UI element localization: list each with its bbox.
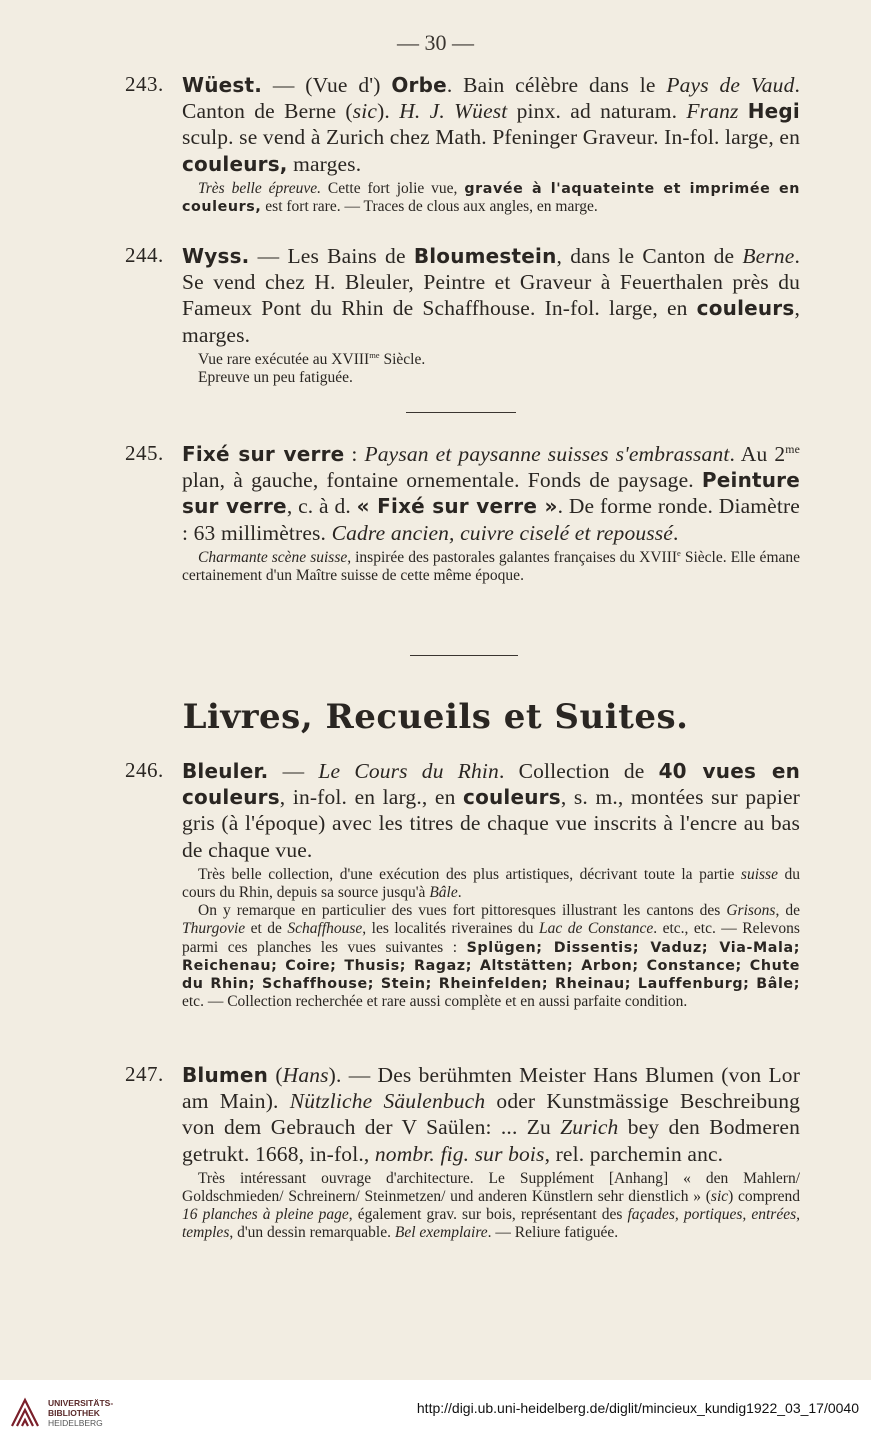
entry-artist: Wüest.	[182, 73, 263, 97]
entry-artist: Blumen	[182, 1063, 269, 1087]
catalog-entry-243	[125, 72, 800, 216]
catalog-entry-245	[125, 441, 800, 585]
catalog-entry-246	[125, 758, 800, 1011]
catalog-entry-247	[125, 1062, 800, 1243]
separator-rule	[410, 655, 518, 656]
entry-artist: Fixé sur verre	[182, 442, 345, 466]
library-name: UNIVERSITÄTS- BIBLIOTHEK HEIDELBERG	[48, 1398, 114, 1428]
entry-artist: Bleuler.	[182, 759, 269, 783]
entry-description: Fixé sur verre : Paysan et paysanne suisses s'embrassant. Au $2^{me}$ plan, à gauche, fontaine ornementale. Fonds de paysage. Peinture sur verre, c. à d. « Fixé sur verre ». De forme ronde. Diamètre : 63 millimètres. Cadre ancien, cuivre ciselé et repoussé.	[182, 441, 800, 545]
entry-description: Bleuler. — Le Cours du Rhin. Collection de 40 vues en couleurs, in-fol. en larg., en couleurs, s. m., montées sur papier gris (à l'époque) avec les titres de chaque vue inscrits à l'encre au bas de chaque vue.	[182, 759, 800, 862]
entry-note: Très belle épreuve. Cette fort jolie vue, gravée à l'aquateinte et imprimée en couleurs, est fort rare. — Traces de clous aux angles, en marge.	[182, 179, 800, 216]
page-number: — 30 —	[397, 30, 474, 55]
entry-note: Très belle collection, d'une exécution des plus artistiques, décrivant toute la partie suisse du cours du Rhin, depuis sa source jusqu'à Bâle. On y remarque en particulier des vues fort pittoresques illustrant les cantons des Grisons, de Thurgovie et de Schaffhouse, les localités riveraines du Lac de Constance. etc., etc. — Relevons parmi ces planches les vues suivantes : Splügen; Dissentis; Vaduz; Via-Mala; Reichenau; Coire; Thusis; Ragaz; Altstätten; Arbon; Constance; Chute du Rhin; Schaffhouse; Stein; Rheinfelden; Rheinau; Lauffenburg; Bâle; etc. — Collection recherchée et rare aussi complète et en aussi parfaite condition.	[182, 865, 801, 1011]
entry-number: 243.	[125, 72, 164, 96]
entry-note: Très intéressant ouvrage d'architecture. Le Supplément [Anhang] « den Mahlern/ Goldschmieden/ Schreinern/ Steinmetzen/ und anderen Künstlern sehr dienstlich » (sic) comprend 16 planches à pleine page, également grav. sur bois, représentant des façades, portiques, entrées, temples, d'un dessin remarquable. Bel exemplaire. — Reliure fatiguée.	[182, 1169, 801, 1242]
section-title: Livres, Recueils et Suites.	[182, 697, 689, 737]
catalog-entry-244	[125, 243, 800, 387]
entry-note: Charmante scène suisse, inspirée des pastorales galantes françaises du XVIIIe Siècle. Elle émane certainement d'un Maître suisse de cette même époque.	[182, 547, 801, 585]
entry-number: 246.	[125, 758, 164, 782]
entry-number: 247.	[125, 1062, 164, 1086]
entry-artist: Wyss.	[182, 244, 250, 268]
entry-description: Wyss. — Les Bains de Bloumestein, dans le Canton de Berne. Se vend chez H. Bleuler, Peintre et Graveur à Feuerthalen près du Fameux Pont du Rhin de Schaffhouse. In-fol. large, en couleurs, marges.	[182, 244, 800, 347]
separator-rule	[406, 412, 516, 413]
entry-number: 244.	[125, 243, 164, 267]
source-url-link[interactable]: http://digi.ub.uni-heidelberg.de/diglit/mincieux_kundig1922_03_17/0040	[416, 1400, 859, 1416]
entry-description: Blumen (Hans). — Des berühmten Meister Hans Blumen (von Lor am Main). Nützliche Säulenbuch oder Kunstmässige Beschreibung von dem Gebrauch der V Saülen: ... Zu Zurich bey den Bodmeren getrukt. 1668, in-fol., nombr. fig. sur bois, rel. parchemin anc.	[182, 1063, 801, 1166]
entry-number: 245.	[125, 441, 164, 465]
library-logo-icon	[8, 1396, 42, 1430]
entry-note: Vue rare exécutée au $XVIII^{me}$ Siècle. Epreuve un peu fatiguée.	[198, 349, 426, 387]
viewer-footer	[0, 1380, 871, 1443]
entry-description: Wüest. — (Vue d') Orbe. Bain célèbre dans le Pays de Vaud. Canton de Berne (sic). H. J. Wüest pinx. ad naturam. Franz Hegi sculp. se vend à Zurich chez Math. Pfeninger Graveur. In-fol. large, en couleurs, marges.	[182, 73, 801, 176]
